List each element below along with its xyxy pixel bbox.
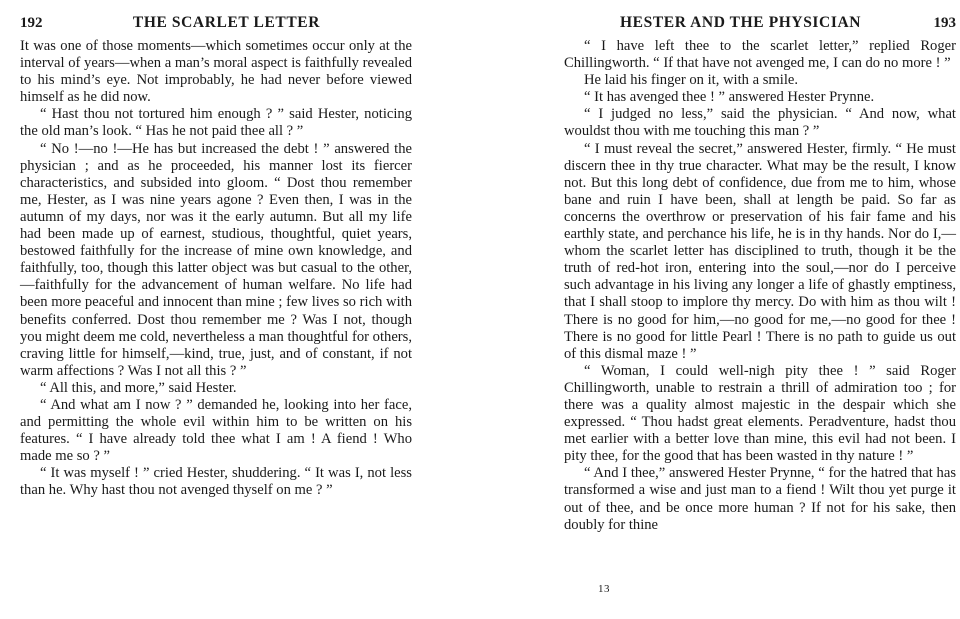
paragraph: “ It has avenged thee ! ” answered Hester Prynne. <box>584 89 875 106</box>
left-page-body <box>20 38 412 500</box>
paragraph: “ And I thee,” answered Hester Prynne, “ for the hatred that has transformed a wise and just man to a fiend ! Wilt thou yet purge it out of thee, and be once more human ? If not for his sake, then doubly for thine <box>564 465 956 533</box>
paragraph: “ I judged no less,” said the physician. “ And now, what wouldst thou with me touching this man ? ” <box>564 106 956 140</box>
paragraph: “ Hast thou not tortured him enough ? ” said Hester, noticing the old man’s look. “ Has he not paid thee all ? ” <box>20 106 412 140</box>
page-number: 193 <box>933 15 956 31</box>
running-title: THE SCARLET LETTER <box>132 14 320 31</box>
left-page <box>20 0 412 500</box>
right-page <box>564 0 956 595</box>
paragraph: “ No !—no !—He has but increased the debt ! ” answered the physician ; and as he proceeded, his manner lost its fiercer characteristics, and subsided into gloom. “ Dost thou remember me, Hester, as I was nine years agone ? Even then, I was in the autumn of my days, nor was it the early autumn. But all my life had been made up of earnest, studious, thoughtful, quiet years, bestowed faithfully for the increase of mine own knowledge, and faithfully, too, though this latter object was but casual to the other,—faithfully for the advancement of human welfare. No life had been more peaceful and innocent than mine ; few lives so rich with benefits conferred. Dost thou remember me ? Was I not, though you might deem me cold, nevertheless a man thoughtful for others, craving little for himself,—kind, true, just, and of constant, if not warm affections ? Was I not all this ? ” <box>20 140 412 379</box>
right-page-header <box>564 0 956 38</box>
signature-mark: 13 <box>598 583 610 595</box>
paragraph: He laid his finger on it, with a smile. <box>584 72 799 89</box>
paragraph: “ It was myself ! ” cried Hester, shuddering. “ It was I, not less than he. Why hast thou not avenged thyself on me ? ” <box>20 465 412 499</box>
paragraph: “ I must reveal the secret,” answered Hester, firmly. “ He must discern thee in thy true character. What may be the result, I know not. But this long debt of confidence, due from me to him, whose bane and ruin I have been, shall at length be paid. So far as concerns the overthrow or preservation of his fair fame and his earthly state, and perchance his life, he is in thy hands. Nor do I,—whom the scarlet letter has disciplined to truth, though it be the truth of red-hot iron, entering into the soul,—nor do I perceive such advantage in his living any longer a life of ghastly emptiness, that I shall stoop to implore thy mercy. Do with him as thou wilt ! There is no good for him,—no good for me,—no good for thee ! There is no good for little Pearl ! There is no path to guide us out of this dismal maze ! ” <box>564 140 956 362</box>
running-title: HESTER AND THE PHYSICIAN <box>620 14 862 31</box>
paragraph: “ Woman, I could well-nigh pity thee ! ” said Roger Chillingworth, unable to restrain a thrill of admiration too ; for there was a quality almost majestic in the despair which she expressed. “ Thou hadst great elements. Peradventure, hadst thou met earlier with a better love than mine, this evil had not been. I pity thee, for the good that has been wasted in thy nature ! ” <box>564 362 956 465</box>
paragraph: “ And what am I now ? ” demanded he, looking into her face, and permitting the whole evil within him to be written on his features. “ I have already told thee what I am ! A fiend ! Who made me so ? ” <box>20 396 412 465</box>
paragraph: “ I have left thee to the scarlet letter,” replied Roger Chillingworth. “ If that have not avenged me, I can do no more ! ” <box>564 38 956 72</box>
right-page-body <box>564 38 956 534</box>
left-page-header <box>20 0 412 38</box>
paragraph: It was one of those moments—which sometimes occur only at the interval of years—when a man’s moral aspect is faithfully revealed to his mind’s eye. Not improbably, he had never before viewed himself as he did now. <box>20 38 412 106</box>
page-number: 192 <box>20 15 43 31</box>
paragraph: “ All this, and more,” said Hester. <box>40 379 237 396</box>
